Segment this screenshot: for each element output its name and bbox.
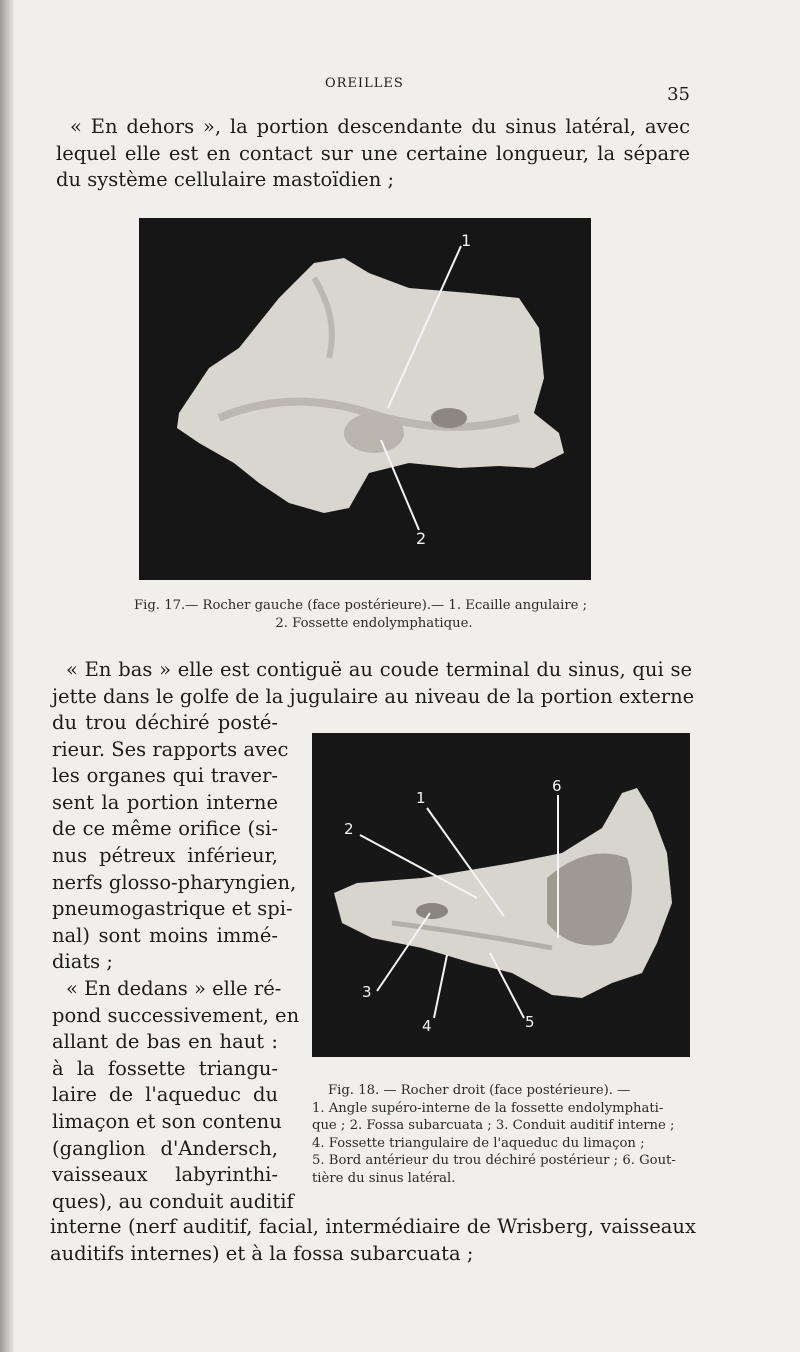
- caption-line: 5. Bord antérieur du trou déchiré postérieur ; 6. Gout-: [312, 1153, 676, 1169]
- text-line: pneumogastrique et spi-: [52, 897, 293, 921]
- text-line: sent la portion interne: [52, 790, 278, 814]
- text-line: auditifs internes) et à la fossa subarcuata ;: [50, 1241, 474, 1265]
- figure-17-photo: [139, 218, 591, 580]
- caption-line: tière du sinus latéral.: [312, 1170, 456, 1186]
- text-line: « En dehors », la portion descendante du sinus latéral, avec: [70, 115, 690, 138]
- running-title: OREILLES: [325, 76, 404, 91]
- caption-line: 1. Angle supéro-interne de la fossette endolymphati-: [312, 1100, 664, 1116]
- rocher-droit-image: [312, 733, 690, 1057]
- caption-line: Fig. 18. — Rocher droit (face postérieure). —: [328, 1083, 631, 1098]
- text-line: interne (nerf auditif, facial, intermédiaire de Wrisberg, vaisseaux: [50, 1215, 696, 1238]
- text-line: nus pétreux inférieur,: [52, 843, 278, 867]
- intro-paragraph: [56, 114, 690, 194]
- text-line: les organes qui traver-: [52, 764, 278, 788]
- figure-18-label-1: 1: [416, 789, 426, 807]
- text-line: de ce même orifice (si-: [52, 817, 278, 841]
- caption-line: que ; 2. Fossa subarcuata ; 3. Conduit auditif interne ;: [312, 1118, 675, 1134]
- text-line: (ganglion d'Andersch,: [52, 1136, 278, 1160]
- figure-18-label-3: 3: [362, 983, 372, 1001]
- caption-line: 2. Fossette endolymphatique.: [275, 615, 473, 631]
- page-number: 35: [667, 84, 690, 105]
- figure-18-caption: [312, 1082, 692, 1188]
- text-line: rieur. Ses rapports avec: [52, 737, 289, 761]
- figure-17-caption: [134, 597, 614, 632]
- text-line: ques), au conduit auditif: [52, 1189, 294, 1213]
- text-line: du système cellulaire mastoïdien ;: [56, 168, 395, 192]
- en-bas-narrow-column: [52, 710, 297, 976]
- text-line: du trou déchiré posté-: [52, 711, 278, 734]
- en-bas-paragraph: [52, 657, 695, 710]
- text-line: nal) sont moins immé-: [52, 923, 278, 947]
- rocher-gauche-image: [139, 218, 591, 580]
- text-line: limaçon et son contenu: [52, 1109, 282, 1133]
- en-dedans-full-width: [50, 1214, 696, 1267]
- figure-18-label-5: 5: [525, 1013, 535, 1031]
- text-line: « En dedans » elle ré-: [66, 977, 282, 1000]
- page-edge-shadow: [0, 0, 14, 1352]
- text-line: nerfs glosso-pharyngien,: [52, 870, 297, 894]
- text-line: jette dans le golfe de la jugulaire au niveau de la portion externe: [52, 684, 695, 708]
- caption-line: 4. Fossette triangulaire de l'aqueduc du limaçon ;: [312, 1135, 645, 1151]
- figure-17-label-2: 2: [416, 529, 427, 548]
- text-line: pond successivement, en: [52, 1003, 300, 1027]
- figure-18-label-4: 4: [422, 1017, 432, 1035]
- text-line: diats ;: [52, 950, 113, 974]
- figure-18-photo: [312, 733, 690, 1057]
- text-line: « En bas » elle est contiguë au coude terminal du sinus, qui se: [66, 658, 692, 681]
- text-line: lequel elle est en contact sur une certaine longueur, la sépare: [56, 141, 690, 165]
- figure-17-label-1: 1: [461, 231, 472, 250]
- text-line: à la fossette triangu-: [52, 1056, 278, 1080]
- figure-18-label-6: 6: [552, 777, 562, 795]
- text-line: vaisseaux labyrinthi-: [52, 1163, 278, 1187]
- text-line: allant de bas en haut :: [52, 1030, 278, 1054]
- caption-line: Fig. 17.— Rocher gauche (face postérieure).— 1. Ecaille angulaire ;: [134, 598, 588, 613]
- en-dedans-narrow-column: [52, 976, 300, 1215]
- text-line: laire de l'aqueduc du: [52, 1083, 278, 1107]
- figure-18-label-2: 2: [344, 820, 354, 838]
